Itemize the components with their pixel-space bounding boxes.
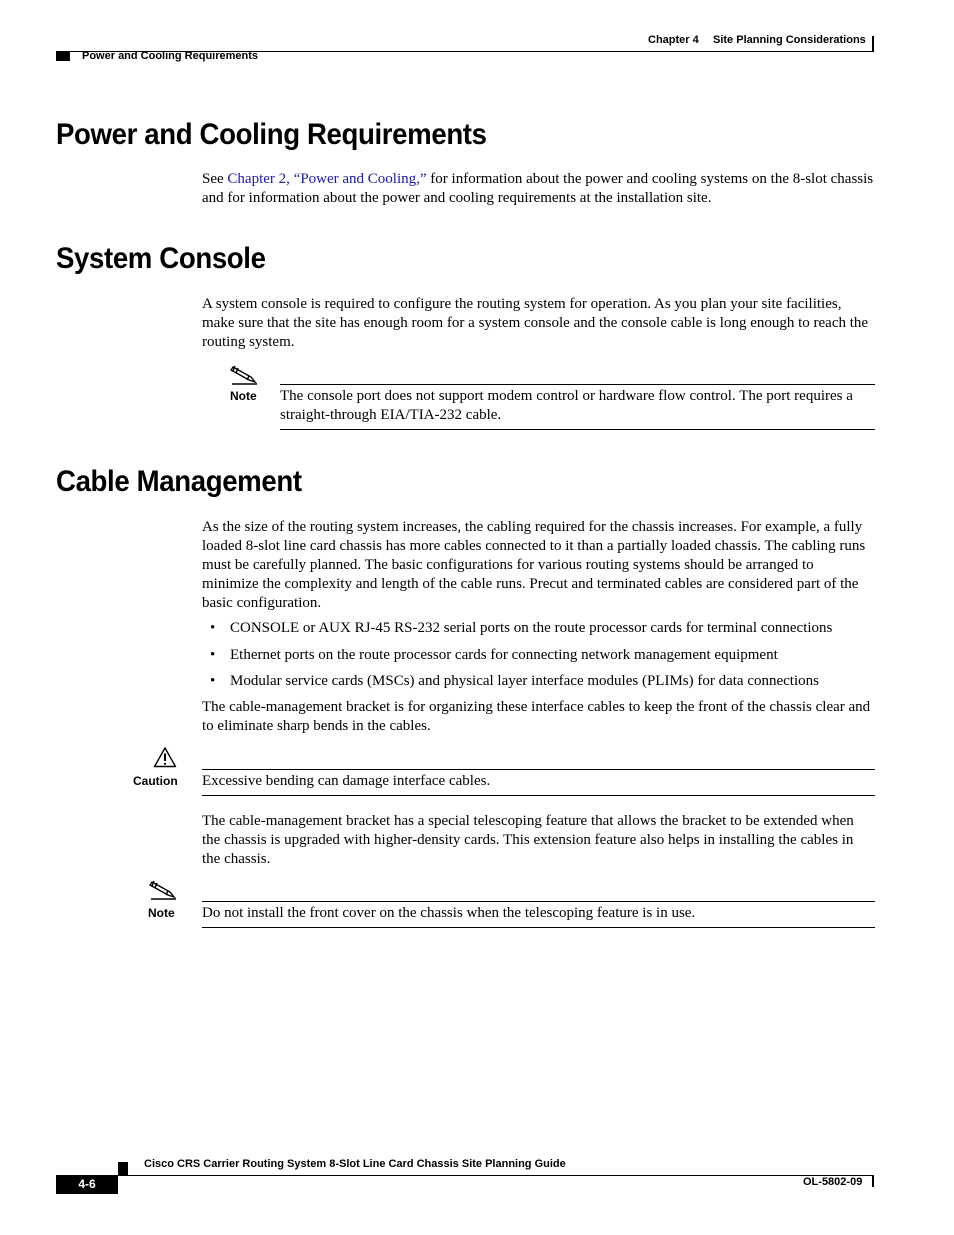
power-text-prefix: See: [202, 171, 228, 187]
footer-right-bar: [872, 1175, 874, 1187]
console-note-label: Note: [230, 389, 257, 403]
pencil-icon: [148, 878, 178, 905]
header-marker: [56, 51, 70, 61]
footer-page-number: 4-6: [78, 1177, 96, 1191]
console-paragraph: A system console is required to configure the routing system for operation. As you plan your site facilities, make sure that the site has enough room for a system console and the console cable is long enough to reach the routing system.: [202, 296, 869, 350]
bullet-text: CONSOLE or AUX RJ-45 RS-232 serial ports on the route processor cards for terminal connections: [230, 620, 833, 636]
power-text-suffix: for information about the power and cooling systems on the 8-slot chassis and for information about the power and cooling requirements at the installation site.: [202, 171, 874, 206]
caution-bottom-rule: [202, 795, 875, 796]
console-note-top-rule: [280, 384, 875, 385]
warning-triangle-icon: [153, 746, 177, 773]
console-note-text: The console port does not support modem control or hardware flow control. The port requires a straight-through EIA/TIA-232 cable.: [280, 388, 853, 423]
bullet-dot: •: [210, 673, 216, 689]
header-right-bar: [872, 36, 874, 51]
bullet-dot: •: [210, 647, 216, 663]
cable-note-text: Do not install the front cover on the chassis when the telescoping feature is in use.: [202, 905, 696, 921]
cable-note-bottom-rule: [202, 927, 875, 928]
cable-paragraph-1: As the size of the routing system increases, the cabling required for the chassis increases. For example, a fully loaded 8-slot line card chassis has more cables connected to it than a partially loaded chassis. The cabling runs must be carefully planned. The basic configurations for various routing systems should be arranged to minimize the complexity and length of the cable runs. Precut and terminated cables are considered part of the basic configuration.: [202, 519, 866, 611]
heading-power-cooling: Power and Cooling Requirements: [56, 118, 487, 151]
heading-cable-management: Cable Management: [56, 465, 302, 498]
caution-top-rule: [202, 769, 875, 770]
bullet-text: Ethernet ports on the route processor cards for connecting network management equipment: [230, 647, 778, 663]
header-section: Power and Cooling Requirements: [82, 50, 259, 62]
power-paragraph: [202, 170, 874, 208]
footer-doc-id: OL-5802-09: [803, 1176, 863, 1188]
caution-text: Excessive bending can damage interface cables.: [202, 773, 491, 789]
bullet-text: Modular service cards (MSCs) and physical layer interface modules (PLIMs) for data connections: [230, 673, 819, 689]
pencil-icon: [229, 363, 259, 390]
footer-marker: [118, 1162, 128, 1176]
cable-paragraph-2: The cable-management bracket is for organizing these interface cables to keep the front of the chassis clear and to eliminate sharp bends in the cables.: [202, 699, 871, 734]
cable-paragraph-3: The cable-management bracket has a special telescoping feature that allows the bracket to be extended when the chassis is upgraded with higher-density cards. This extension feature also helps in installing the cables in the chassis.: [202, 813, 854, 867]
cable-note-label: Note: [148, 906, 175, 920]
heading-system-console: System Console: [56, 242, 266, 275]
bullet-dot: •: [210, 620, 216, 636]
footer-title: Cisco CRS Carrier Routing System 8-Slot Line Card Chassis Site Planning Guide: [144, 1158, 566, 1170]
footer-rule: [56, 1175, 874, 1176]
header-chapter-title: Site Planning Considerations: [713, 34, 866, 46]
caution-label: Caution: [133, 774, 178, 788]
chapter2-link[interactable]: Chapter 2, “Power and Cooling,”: [227, 171, 427, 187]
cable-note-top-rule: [202, 901, 875, 902]
console-note-bottom-rule: [280, 429, 875, 430]
header-chapter: Chapter 4: [648, 34, 699, 46]
